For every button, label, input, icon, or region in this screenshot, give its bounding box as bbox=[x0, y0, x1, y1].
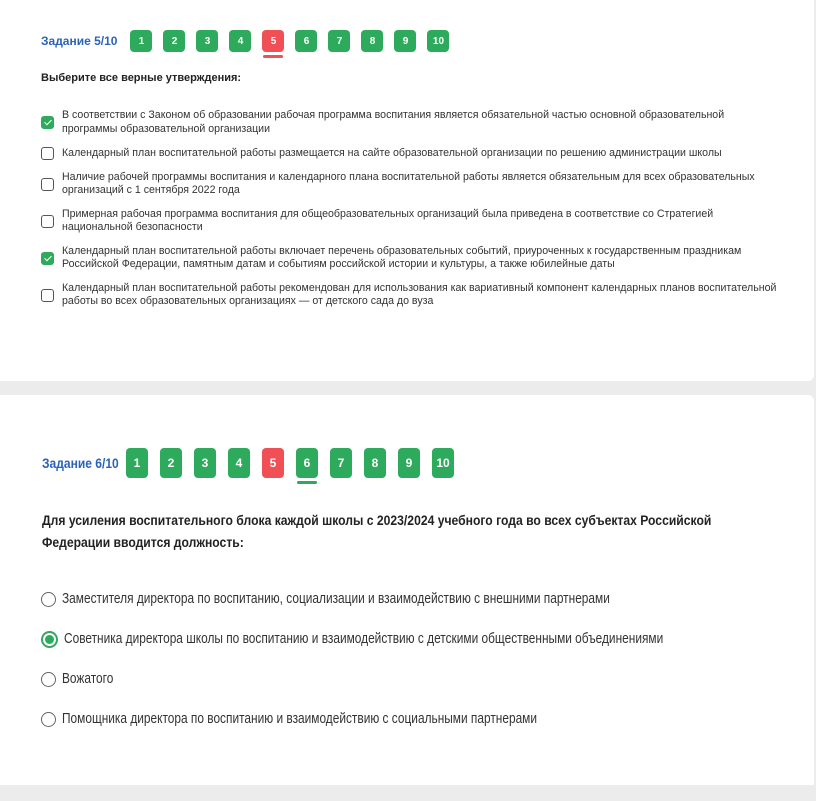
question-number-button-1[interactable] bbox=[126, 448, 148, 478]
answer-option[interactable] bbox=[41, 171, 781, 198]
answer-option-label: В соответствии с Законом об образовании рабочая программа воспитания является обязательной частью основной образовательной программы образовательной организации bbox=[62, 109, 725, 135]
question-number-button-9[interactable] bbox=[398, 448, 420, 478]
question-number-button-10[interactable] bbox=[432, 448, 454, 478]
question-number-button-4[interactable] bbox=[229, 30, 251, 52]
question-number-button-3[interactable] bbox=[196, 30, 218, 52]
question-number-label: 3 bbox=[204, 35, 211, 47]
question-number-button-8[interactable] bbox=[361, 30, 383, 52]
question-number-button-7[interactable] bbox=[328, 30, 350, 52]
question-number-label: 6 bbox=[303, 35, 310, 47]
question-number-label: 1 bbox=[138, 35, 145, 47]
checkbox-icon[interactable] bbox=[41, 215, 54, 228]
answer-option[interactable] bbox=[41, 589, 795, 609]
checkbox-icon[interactable] bbox=[41, 178, 54, 191]
checkbox-icon[interactable] bbox=[41, 289, 54, 302]
task-card-6 bbox=[0, 395, 814, 785]
question-number-button-9[interactable] bbox=[394, 30, 416, 52]
question-number-label: 5 bbox=[269, 456, 277, 470]
question-number-button-7[interactable] bbox=[330, 448, 352, 478]
answer-option-label: Примерная рабочая программа воспитания для общеобразовательных организаций была приведена в соответствие со Стратегией национальной безопасности bbox=[62, 207, 714, 233]
question-number-button-6[interactable] bbox=[295, 30, 317, 52]
answer-option[interactable] bbox=[41, 109, 781, 136]
question-number-label: 10 bbox=[432, 35, 445, 47]
question-number-label: 6 bbox=[303, 456, 311, 470]
question-number-label: 9 bbox=[405, 456, 413, 470]
question-number-label: 4 bbox=[237, 35, 244, 47]
question-number-button-3[interactable] bbox=[194, 448, 216, 478]
answer-option-label: Советника директора школы по воспитанию и взаимодействию с детскими общественными объединениями bbox=[64, 631, 664, 647]
answer-options bbox=[41, 589, 795, 749]
answer-option[interactable] bbox=[41, 147, 781, 161]
radio-selected-icon[interactable] bbox=[41, 631, 58, 648]
current-question-underline bbox=[297, 481, 317, 484]
question-number-label: 10 bbox=[436, 456, 450, 470]
checkbox-icon[interactable] bbox=[41, 147, 54, 160]
answer-option[interactable] bbox=[41, 208, 781, 235]
answer-option[interactable] bbox=[41, 709, 795, 729]
question-number-label: 2 bbox=[171, 35, 178, 47]
task-header bbox=[42, 448, 454, 478]
question-number-button-4[interactable] bbox=[228, 448, 250, 478]
answer-option-label: Календарный план воспитательной работы размещается на сайте образовательной организации по решению администрации школы bbox=[62, 147, 722, 159]
question-navigator bbox=[126, 448, 454, 478]
question-number-label: 3 bbox=[201, 456, 209, 470]
question-number-button-5[interactable] bbox=[262, 30, 284, 52]
answer-option[interactable] bbox=[41, 629, 795, 649]
task-counter-label: Задание 6/10 bbox=[42, 455, 119, 471]
question-number-label: 7 bbox=[336, 35, 343, 47]
answer-option-label: Наличие рабочей программы воспитания и календарного плана воспитательной работы является обязательным для всех образовательных организаций с 1 сентября 2022 года bbox=[62, 170, 755, 196]
answer-option-label: Календарный план воспитательной работы рекомендован для использования как вариативный компонент календарных планов воспитательной работы во всех образовательных организациях — от детского сада до вуза bbox=[62, 281, 777, 307]
question-number-button-2[interactable] bbox=[163, 30, 185, 52]
question-navigator bbox=[130, 30, 449, 52]
question-number-label: 4 bbox=[235, 456, 243, 470]
question-number-label: 2 bbox=[167, 456, 175, 470]
answer-option-label: Вожатого bbox=[62, 671, 114, 687]
answer-option[interactable] bbox=[41, 282, 781, 309]
question-number-label: 8 bbox=[369, 35, 376, 47]
question-number-label: 7 bbox=[337, 456, 345, 470]
question-number-label: 1 bbox=[133, 456, 141, 470]
task-card-5 bbox=[0, 0, 814, 381]
answer-option-label: Помощника директора по воспитанию и взаимодействию с социальными партнерами bbox=[62, 711, 537, 727]
checkbox-checked-icon[interactable] bbox=[41, 252, 54, 265]
current-question-underline bbox=[263, 55, 283, 58]
task-counter-label: Задание 5/10 bbox=[41, 34, 118, 48]
answer-option[interactable] bbox=[41, 245, 781, 272]
question-number-button-6[interactable] bbox=[296, 448, 318, 478]
radio-icon[interactable] bbox=[41, 672, 56, 687]
question-number-label: 9 bbox=[402, 35, 409, 47]
answer-option-label: Заместителя директора по воспитанию, социализации и взаимодействию с внешними партнерами bbox=[62, 591, 610, 607]
question-number-button-1[interactable] bbox=[130, 30, 152, 52]
radio-icon[interactable] bbox=[41, 712, 56, 727]
answer-options bbox=[41, 109, 781, 319]
radio-icon[interactable] bbox=[41, 592, 56, 607]
answer-option-label: Календарный план воспитательной работы включает перечень образовательных событий, приуроченных к государственным праздникам Российской Федерации, памятным датам и событиям российской истории и культуры, а также юбилейные даты bbox=[62, 244, 742, 270]
task-header bbox=[41, 30, 449, 52]
question-number-label: 5 bbox=[270, 35, 277, 47]
question-text: Выберите все верные утверждения: bbox=[41, 72, 242, 84]
question-number-label: 8 bbox=[371, 456, 379, 470]
question-number-button-8[interactable] bbox=[364, 448, 386, 478]
question-text: Для усиления воспитательного блока каждой школы с 2023/2024 учебного года во всех субъектах Российской Федерации вводится должность: bbox=[42, 513, 712, 550]
question-number-button-2[interactable] bbox=[160, 448, 182, 478]
answer-option[interactable] bbox=[41, 669, 795, 689]
question-number-button-5[interactable] bbox=[262, 448, 284, 478]
checkbox-checked-icon[interactable] bbox=[41, 116, 54, 129]
question-number-button-10[interactable] bbox=[427, 30, 449, 52]
